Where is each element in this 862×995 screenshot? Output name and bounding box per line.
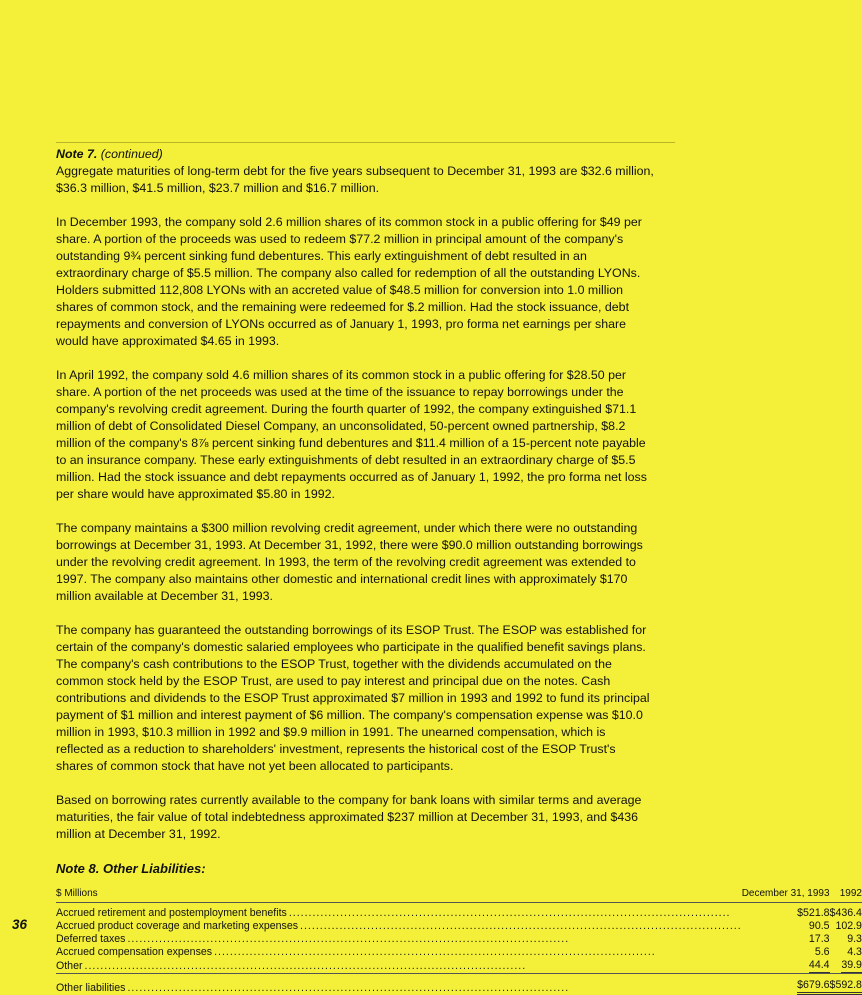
row-label: Accrued product coverage and marketing expenses bbox=[56, 920, 299, 932]
row-value-1992: 39.9 bbox=[841, 959, 862, 971]
row-value-1992: 102.9 bbox=[835, 920, 862, 932]
note7-title: Note 7. bbox=[56, 147, 98, 161]
table-row: Other ................................................................................................................ 44.4 39.9 bbox=[56, 959, 862, 972]
note7-heading bbox=[56, 146, 656, 163]
row-value-1992: 9.3 bbox=[847, 933, 862, 945]
total-value-1993: $679.6 bbox=[797, 979, 829, 995]
row-label: Other bbox=[56, 960, 83, 972]
note7-paragraph-4: The company maintains a $300 million revolving credit agreement, under which there were no outstanding borrowings at December 31, 1993. At December 31, 1992, there were $90.0 million outstanding borrowings under the revolving credit agreement. In 1993, the term of the revolving credit agreement was extended to 1997. The company also maintains other domestic and international credit lines with approximately $170 million available at December 31, 1993. bbox=[56, 521, 643, 603]
table-row: Accrued compensation expenses ................................................................................................................ 5.6 4.3 bbox=[56, 946, 862, 958]
row-value-1992: 4.3 bbox=[847, 946, 862, 958]
column-header-1993: December 31, 1993 bbox=[742, 887, 830, 903]
row-value-1993: 44.4 bbox=[808, 959, 830, 971]
row-value-1992: $436.4 bbox=[829, 907, 862, 919]
table-header-row bbox=[56, 887, 862, 903]
table-row: Accrued retirement and postemployment benefits ................................................................................................................ $521.8 $436.4 bbox=[56, 907, 862, 919]
table-row: Accrued product coverage and marketing expenses ................................................................................................................ 90.5 102.9 bbox=[56, 920, 862, 932]
column-header-1992: 1992 bbox=[830, 887, 862, 903]
page-content bbox=[56, 146, 862, 995]
row-value-1993: 5.6 bbox=[814, 946, 830, 958]
total-value-1992: $592.8 bbox=[830, 979, 862, 995]
note7-paragraph-3: In April 1992, the company sold 4.6 million shares of its common stock in a public offering for $28.50 per share. A portion of the net proceeds was used at the time of the issuance to repay borrowings under the company's revolving credit agreement. During the fourth quarter of 1992, the company extinguished $71.1 million of debt of Consolidated Diesel Company, an unconsolidated, 50-percent owned partnership, $8.2 million of the company's 8⅞ percent sinking fund debentures and $11.4 million of a 15-percent note payable to an insurance company. These early extinguishments of debt resulted in an extraordinary charge of $5.5 million. Had the stock issuance and debt repayments occurred as of January 1, 1992, the pro forma net loss per share would have approximated $5.80 in 1992. bbox=[56, 368, 647, 501]
note7-paragraph-2: In December 1993, the company sold 2.6 million shares of its common stock in a public offering for $49 per share. A portion of the proceeds was used to redeem $77.2 million in principal amount of the company's outstanding 9¾ percent sinking fund debentures. This early extinguishment of debt resulted in an extraordinary charge of $5.5 million. The company also called for redemption of all the outstanding LYONs. Holders submitted 112,808 LYONs with an accreted value of $48.5 million for conversion into 1.0 million shares of common stock, and the remaining were redeemed for $.2 million. Had the stock issuance, debt repayments and conversion of LYONs occurred as of January 1, 1993, pro forma net earnings per share would have approximated $4.65 in 1993. bbox=[56, 215, 642, 348]
row-label: Accrued compensation expenses bbox=[56, 946, 213, 958]
row-value-1993: 17.3 bbox=[808, 933, 830, 945]
note7-paragraph-6: Based on borrowing rates currently available to the company for bank loans with similar terms and average maturities, the fair value of total indebtedness approximated $237 million at December 31, 1993, and $436 million at December 31, 1992. bbox=[56, 793, 642, 841]
row-label: Accrued retirement and postemployment benefits bbox=[56, 907, 287, 919]
row-label: Deferred taxes bbox=[56, 933, 126, 945]
row-value-1993: 90.5 bbox=[808, 920, 830, 932]
page-number: 36 bbox=[12, 917, 28, 932]
other-liabilities-table bbox=[56, 887, 862, 995]
unit-label: $ Millions bbox=[56, 887, 742, 903]
note7-paragraph-1: Aggregate maturities of long-term debt for the five years subsequent to December 31, 1993 are $32.6 million, $36.3 million, $41.5 million, $23.7 million and $16.7 million. bbox=[56, 164, 654, 195]
note7-continued: (continued) bbox=[100, 147, 163, 161]
top-rule bbox=[56, 142, 675, 143]
table-total-row: Other liabilities ................................................................................................................ $679.6 $592.8 bbox=[56, 979, 862, 994]
table-row: Deferred taxes ................................................................................................................ 17.3 9.3 bbox=[56, 933, 862, 945]
row-value-1993: $521.8 bbox=[797, 907, 830, 919]
note8-title: Note 8. Other Liabilities: bbox=[56, 861, 206, 876]
note7-paragraph-5: The company has guaranteed the outstanding borrowings of its ESOP Trust. The ESOP was established for certain of the company's domestic salaried employees who participate in the qualified benefit savings plans. The company's cash contributions to the ESOP Trust, together with the dividends accumulated on the common stock held by the ESOP Trust, are used to pay interest and principal due on the notes. Cash contributions and dividends to the ESOP Trust approximated $7 million in 1993 and 1992 to fund its principal payment of $1 million and interest payment of $6 million. The company's compensation expense was $10.0 million in 1993, $10.3 million in 1992 and $9.9 million in 1991. The unearned compensation, which is reflected as a reduction to shareholders' investment, represents the historical cost of the ESOP Trust's shares of common stock that have not yet been allocated to participants. bbox=[56, 623, 650, 773]
total-label: Other liabilities bbox=[56, 982, 126, 994]
